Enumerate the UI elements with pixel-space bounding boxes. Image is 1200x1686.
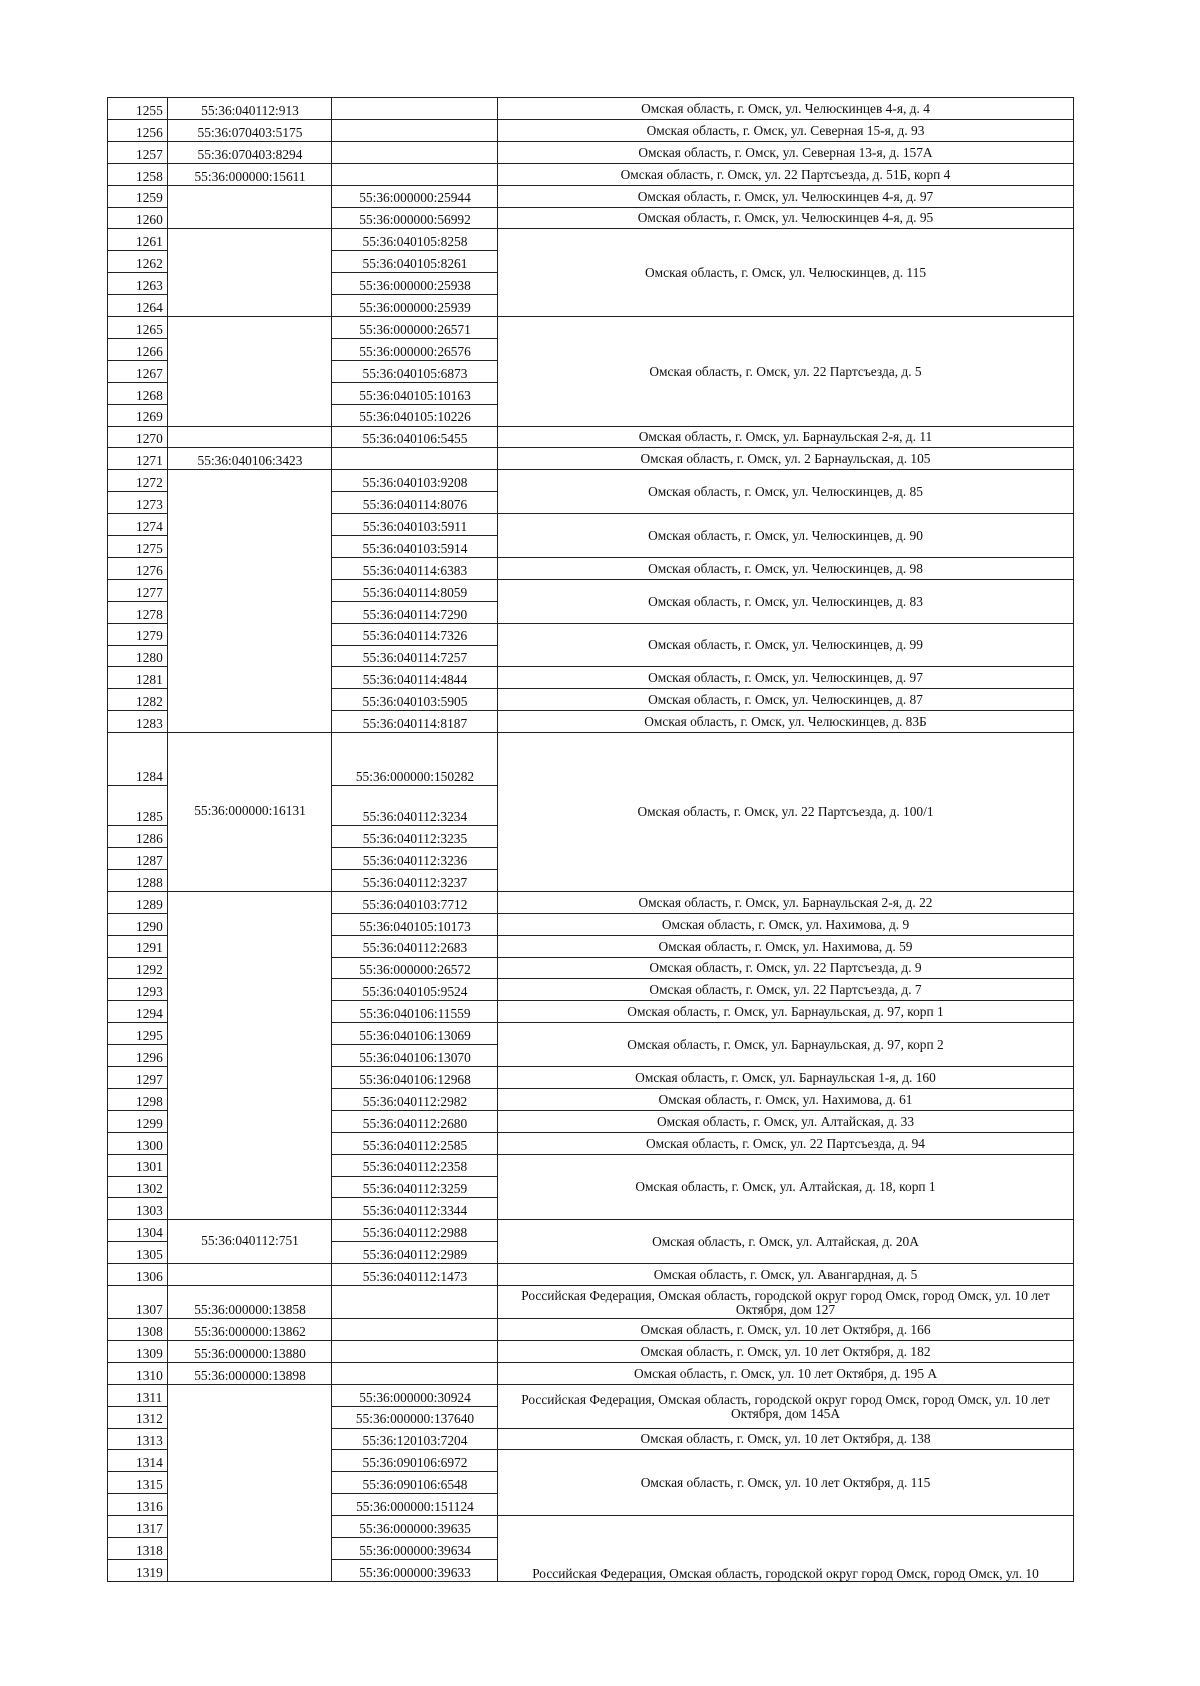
row-number: 1318 [107,1537,168,1560]
address-cell: Омская область, г. Омск, ул. Барнаульская 2-я, д. 22 [497,891,1074,914]
land-cadastral-number: 55:36:040112:1473 [331,1263,498,1286]
address-cell: Омская область, г. Омск, ул. Северная 15-я, д. 93 [497,119,1074,142]
land-cadastral-number: 55:36:040106:13070 [331,1044,498,1067]
row-number: 1255 [107,97,168,120]
address-cell: Омская область, г. Омск, ул. Челюскинцев, д. 97 [497,666,1074,689]
row-number: 1292 [107,957,168,980]
land-cadastral-number: 55:36:040114:8076 [331,491,498,514]
row-number: 1258 [107,163,168,186]
table-bottom-border [107,1581,1074,1582]
row-number: 1284 [107,732,168,786]
land-cadastral-number: 55:36:040106:12968 [331,1066,498,1089]
land-cadastral-number: 55:36:040114:8059 [331,579,498,602]
land-cadastral-number: 55:36:040103:9208 [331,469,498,492]
land-cadastral-number: 55:36:090106:6972 [331,1449,498,1472]
building-cadastral-number: 55:36:000000:13858 [167,1285,332,1319]
row-number: 1262 [107,250,168,273]
address-cell: Омская область, г. Омск, ул. 22 Партсъезда, д. 100/1 [497,732,1074,892]
land-cadastral-number [331,1285,498,1319]
address-cell: Омская область, г. Омск, ул. Челюскинцев 4-я, д. 95 [497,207,1074,230]
row-number: 1282 [107,688,168,711]
address-cell: Омская область, г. Омск, ул. 2 Барнаульская, д. 105 [497,447,1074,470]
land-cadastral-number: 55:36:120103:7204 [331,1428,498,1451]
row-number: 1260 [107,207,168,230]
land-cadastral-number: 55:36:040112:2982 [331,1088,498,1111]
row-number: 1313 [107,1428,168,1451]
address-cell: Омская область, г. Омск, ул. 10 лет Октября, д. 115 [497,1449,1074,1516]
row-number: 1307 [107,1285,168,1319]
land-cadastral-number: 55:36:040103:5905 [331,688,498,711]
address-cell: Омская область, г. Омск, ул. Челюскинцев, д. 83 [497,579,1074,624]
land-cadastral-number: 55:36:040106:11559 [331,1000,498,1023]
row-number: 1290 [107,913,168,936]
row-number: 1273 [107,491,168,514]
land-cadastral-number: 55:36:040114:7290 [331,601,498,624]
row-number: 1259 [107,185,168,208]
address-cell: Российская Федерация, Омская область, городской округ город Омск, город Омск, ул. 10 [497,1515,1074,1582]
address-cell: Омская область, г. Омск, ул. Алтайская, д. 33 [497,1110,1074,1133]
address-cell: Омская область, г. Омск, ул. Челюскинцев, д. 115 [497,228,1074,317]
land-cadastral-number [331,119,498,142]
address-cell: Омская область, г. Омск, ул. 22 Партсъезда, д. 51Б, корп 4 [497,163,1074,186]
row-number: 1275 [107,535,168,558]
row-number: 1269 [107,404,168,427]
building-cadastral-number: 55:36:040112:751 [167,1219,332,1264]
row-number: 1295 [107,1022,168,1045]
row-number: 1302 [107,1176,168,1199]
building-cadastral-number: 55:36:040106:3423 [167,447,332,470]
address-cell: Омская область, г. Омск, ул. 22 Партсъезда, д. 9 [497,957,1074,980]
land-cadastral-number: 55:36:040105:8258 [331,228,498,251]
building-cadastral-number [167,891,332,1221]
row-number: 1301 [107,1154,168,1177]
address-cell: Российская Федерация, Омская область, городской округ город Омск, город Омск, ул. 10 лет Октября, дом 145А [497,1384,1074,1429]
address-cell: Омская область, г. Омск, ул. Нахимова, д. 9 [497,913,1074,936]
address-cell: Омская область, г. Омск, ул. Авангардная, д. 5 [497,1263,1074,1286]
row-number: 1268 [107,382,168,405]
land-cadastral-number: 55:36:040114:7326 [331,623,498,646]
building-cadastral-number [167,469,332,733]
land-cadastral-number: 55:36:090106:6548 [331,1471,498,1494]
row-number: 1300 [107,1132,168,1155]
row-number: 1272 [107,469,168,492]
row-number: 1280 [107,645,168,668]
row-number: 1267 [107,360,168,383]
address-cell: Омская область, г. Омск, ул. Челюскинцев, д. 87 [497,688,1074,711]
row-number: 1312 [107,1406,168,1429]
row-number: 1311 [107,1384,168,1407]
address-cell: Омская область, г. Омск, ул. Алтайская, д. 18, корп 1 [497,1154,1074,1221]
land-cadastral-number: 55:36:040114:6383 [331,557,498,580]
building-cadastral-number: 55:36:040112:913 [167,97,332,120]
row-number: 1293 [107,978,168,1001]
address-cell: Омская область, г. Омск, ул. Челюскинцев 4-я, д. 4 [497,97,1074,120]
address-cell: Омская область, г. Омск, ул. Барнаульская 2-я, д. 11 [497,426,1074,449]
row-number: 1298 [107,1088,168,1111]
row-number: 1314 [107,1449,168,1472]
row-number: 1305 [107,1241,168,1264]
row-number: 1304 [107,1219,168,1242]
row-number: 1278 [107,601,168,624]
building-cadastral-number [167,1384,332,1582]
building-cadastral-number [167,316,332,427]
address-cell: Омская область, г. Омск, ул. Челюскинцев 4-я, д. 97 [497,185,1074,208]
row-number: 1308 [107,1318,168,1341]
address-cell: Омская область, г. Омск, ул. Алтайская, д. 20А [497,1219,1074,1264]
land-cadastral-number: 55:36:000000:26572 [331,957,498,980]
land-cadastral-number: 55:36:040105:10173 [331,913,498,936]
row-number: 1289 [107,891,168,914]
address-cell: Омская область, г. Омск, ул. Челюскинцев, д. 85 [497,469,1074,514]
land-cadastral-number: 55:36:040112:2585 [331,1132,498,1155]
land-cadastral-number: 55:36:040105:10226 [331,404,498,427]
row-number: 1285 [107,785,168,826]
address-cell: Омская область, г. Омск, ул. Челюскинцев, д. 98 [497,557,1074,580]
row-number: 1296 [107,1044,168,1067]
land-cadastral-number: 55:36:000000:26576 [331,338,498,361]
building-cadastral-number: 55:36:070403:5175 [167,119,332,142]
row-number: 1264 [107,294,168,317]
land-cadastral-number: 55:36:000000:137640 [331,1406,498,1429]
building-cadastral-number: 55:36:070403:8294 [167,141,332,164]
address-cell: Омская область, г. Омск, ул. 10 лет Октября, д. 195 А [497,1362,1074,1385]
land-cadastral-number: 55:36:040112:3237 [331,869,498,892]
land-cadastral-number: 55:36:000000:56992 [331,207,498,230]
land-cadastral-number: 55:36:000000:25944 [331,185,498,208]
land-cadastral-number: 55:36:040112:2989 [331,1241,498,1264]
land-cadastral-number [331,141,498,164]
row-number: 1316 [107,1493,168,1516]
land-cadastral-number: 55:36:000000:26571 [331,316,498,339]
address-cell: Омская область, г. Омск, ул. Нахимова, д. 61 [497,1088,1074,1111]
land-cadastral-number: 55:36:000000:39634 [331,1537,498,1560]
land-cadastral-number: 55:36:000000:151124 [331,1493,498,1516]
address-cell: Омская область, г. Омск, ул. Северная 13-я, д. 157А [497,141,1074,164]
row-number: 1266 [107,338,168,361]
land-cadastral-number: 55:36:040106:13069 [331,1022,498,1045]
land-cadastral-number: 55:36:040112:2988 [331,1219,498,1242]
row-number: 1279 [107,623,168,646]
land-cadastral-number: 55:36:040112:3234 [331,785,498,826]
address-cell: Омская область, г. Омск, ул. 22 Партсъезда, д. 7 [497,978,1074,1001]
land-cadastral-number: 55:36:000000:39633 [331,1559,498,1582]
address-cell: Омская область, г. Омск, ул. Барнаульская 1-я, д. 160 [497,1066,1074,1089]
row-number: 1310 [107,1362,168,1385]
land-cadastral-number: 55:36:040105:9524 [331,978,498,1001]
address-cell: Омская область, г. Омск, ул. Барнаульская, д. 97, корп 1 [497,1000,1074,1023]
address-cell: Омская область, г. Омск, ул. 22 Партсъезда, д. 5 [497,316,1074,427]
address-cell: Омская область, г. Омск, ул. 10 лет Октября, д. 182 [497,1340,1074,1363]
land-cadastral-number: 55:36:000000:25938 [331,272,498,295]
row-number: 1291 [107,935,168,958]
row-number: 1257 [107,141,168,164]
row-number: 1315 [107,1471,168,1494]
address-cell: Омская область, г. Омск, ул. 22 Партсъезда, д. 94 [497,1132,1074,1155]
building-cadastral-number: 55:36:000000:16131 [167,732,332,892]
land-cadastral-number: 55:36:040105:8261 [331,250,498,273]
land-cadastral-number: 55:36:000000:30924 [331,1384,498,1407]
row-number: 1286 [107,825,168,848]
row-number: 1271 [107,447,168,470]
address-cell: Омская область, г. Омск, ул. 10 лет Октября, д. 138 [497,1428,1074,1451]
address-cell: Омская область, г. Омск, ул. Челюскинцев, д. 90 [497,513,1074,558]
land-cadastral-number: 55:36:040105:6873 [331,360,498,383]
row-number: 1274 [107,513,168,536]
land-cadastral-number: 55:36:040114:8187 [331,710,498,733]
land-cadastral-number: 55:36:040112:3259 [331,1176,498,1199]
address-cell: Омская область, г. Омск, ул. Челюскинцев, д. 99 [497,623,1074,668]
land-cadastral-number: 55:36:040105:10163 [331,382,498,405]
row-number: 1276 [107,557,168,580]
row-number: 1270 [107,426,168,449]
land-cadastral-number: 55:36:040112:2680 [331,1110,498,1133]
land-cadastral-number: 55:36:040112:3344 [331,1197,498,1220]
land-cadastral-number: 55:36:040112:3236 [331,847,498,870]
row-number: 1309 [107,1340,168,1363]
row-number: 1319 [107,1559,168,1582]
address-cell: Омская область, г. Омск, ул. Барнаульская, д. 97, корп 2 [497,1022,1074,1067]
building-cadastral-number [167,426,332,449]
land-cadastral-number [331,1318,498,1341]
row-number: 1277 [107,579,168,602]
land-cadastral-number: 55:36:040114:4844 [331,666,498,689]
land-cadastral-number: 55:36:040112:2358 [331,1154,498,1177]
row-number: 1317 [107,1515,168,1538]
land-cadastral-number [331,97,498,120]
address-cell: Омская область, г. Омск, ул. Нахимова, д. 59 [497,935,1074,958]
building-cadastral-number [167,185,332,230]
building-cadastral-number: 55:36:000000:13862 [167,1318,332,1341]
land-cadastral-number: 55:36:040103:5914 [331,535,498,558]
row-number: 1261 [107,228,168,251]
building-cadastral-number: 55:36:000000:15611 [167,163,332,186]
row-number: 1306 [107,1263,168,1286]
land-cadastral-number: 55:36:040114:7257 [331,645,498,668]
land-cadastral-number: 55:36:040112:2683 [331,935,498,958]
land-cadastral-number: 55:36:000000:39635 [331,1515,498,1538]
land-cadastral-number [331,1340,498,1363]
row-number: 1294 [107,1000,168,1023]
row-number: 1263 [107,272,168,295]
row-number: 1265 [107,316,168,339]
land-cadastral-number: 55:36:000000:150282 [331,732,498,786]
land-cadastral-number: 55:36:040103:5911 [331,513,498,536]
row-number: 1297 [107,1066,168,1089]
address-cell: Омская область, г. Омск, ул. Челюскинцев, д. 83Б [497,710,1074,733]
row-number: 1256 [107,119,168,142]
row-number: 1299 [107,1110,168,1133]
building-cadastral-number: 55:36:000000:13880 [167,1340,332,1363]
building-cadastral-number [167,1263,332,1286]
land-cadastral-number: 55:36:040106:5455 [331,426,498,449]
land-cadastral-number [331,163,498,186]
row-number: 1287 [107,847,168,870]
land-cadastral-number [331,1362,498,1385]
address-cell: Российская Федерация, Омская область, городской округ город Омск, город Омск, ул. 10 лет Октября, дом 127 [497,1285,1074,1319]
building-cadastral-number [167,228,332,317]
land-cadastral-number [331,447,498,470]
address-cell: Омская область, г. Омск, ул. 10 лет Октября, д. 166 [497,1318,1074,1341]
row-number: 1283 [107,710,168,733]
building-cadastral-number: 55:36:000000:13898 [167,1362,332,1385]
land-cadastral-number: 55:36:040103:7712 [331,891,498,914]
row-number: 1288 [107,869,168,892]
row-number: 1281 [107,666,168,689]
row-number: 1303 [107,1197,168,1220]
land-cadastral-number: 55:36:040112:3235 [331,825,498,848]
land-cadastral-number: 55:36:000000:25939 [331,294,498,317]
